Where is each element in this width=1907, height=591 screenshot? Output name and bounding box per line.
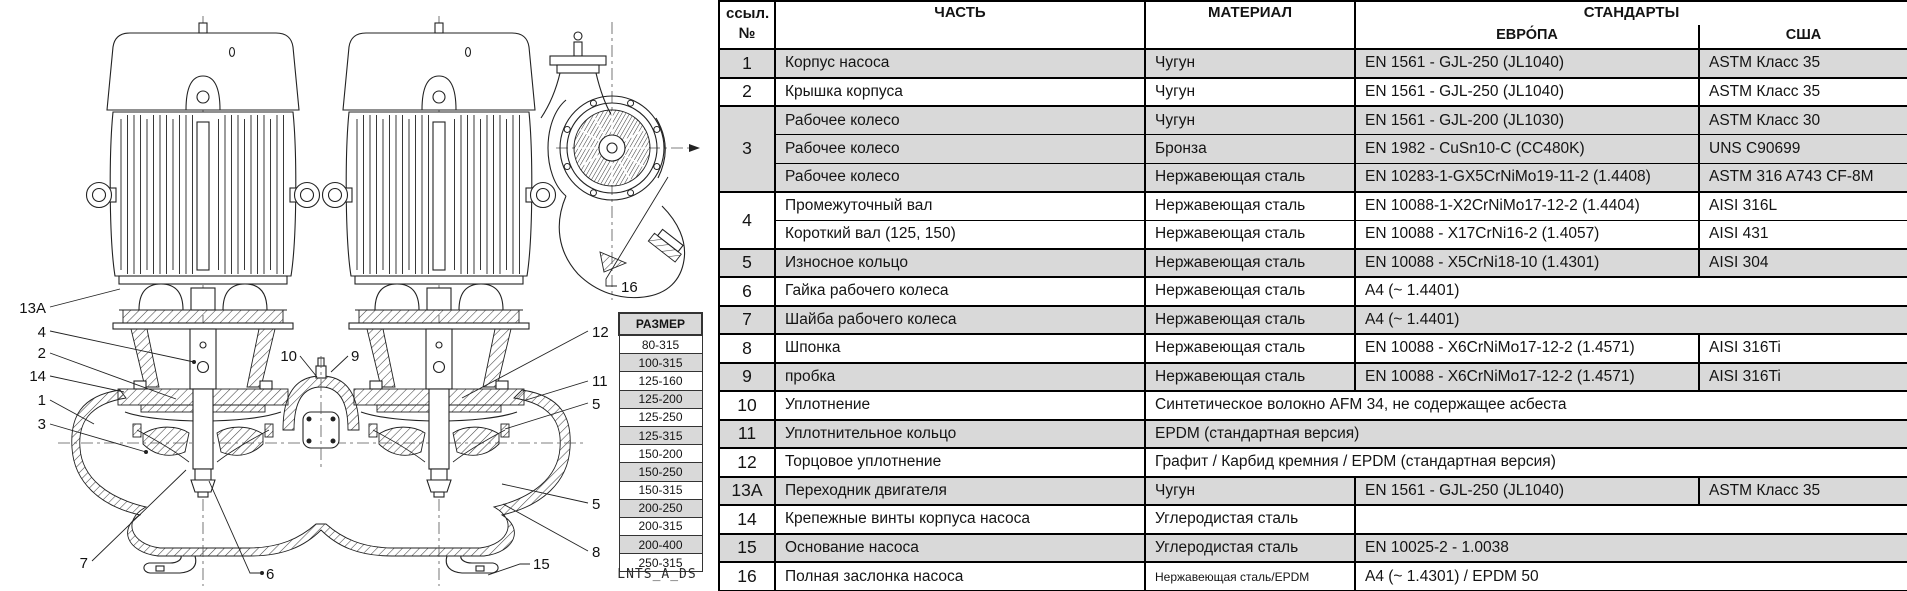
callout-label: 10 xyxy=(280,348,297,365)
table-row xyxy=(719,249,1907,278)
size-row xyxy=(619,335,702,354)
ref-cell: 14 xyxy=(719,505,775,534)
pump-cross-section-drawing xyxy=(0,0,718,590)
europe-standard-cell: A4 (~ 1.4401) xyxy=(1355,306,1907,335)
table-row xyxy=(719,448,1907,477)
table-row xyxy=(719,562,1907,591)
part-cell: Износное кольцо xyxy=(775,249,1145,278)
callout-label: 4 xyxy=(37,324,46,341)
material-cell: Чугун xyxy=(1145,477,1355,506)
col-header-standards: СТАНДАРТЫ xyxy=(1355,1,1907,25)
usa-standard-cell: AISI 431 xyxy=(1699,220,1907,249)
ref-cell: 16 xyxy=(719,562,775,591)
europe-standard-cell: EN 10088-1-X2CrNiMo17-12-2 (1.4404) xyxy=(1355,192,1699,221)
material-cell: Нержавеющая сталь xyxy=(1145,192,1355,221)
callout-label: 6 xyxy=(266,566,275,583)
table-row xyxy=(719,534,1907,563)
ref-cell: 2 xyxy=(719,78,775,107)
callout-dot xyxy=(260,571,264,575)
table-row xyxy=(719,78,1907,107)
callout-leader-line xyxy=(50,331,194,362)
callout-leader-line xyxy=(503,504,588,551)
callout-label: 5 xyxy=(592,496,601,513)
size-value: 150-315 xyxy=(619,481,702,499)
col-header-material: МАТЕРИАЛ xyxy=(1145,1,1355,49)
part-cell: Уплотнение xyxy=(775,391,1145,420)
callout-dot xyxy=(192,360,196,364)
material-cell: Нержавеющая сталь xyxy=(1145,163,1355,192)
table-row xyxy=(719,49,1907,78)
size-row xyxy=(619,426,702,444)
callout-leader-line xyxy=(462,331,588,398)
part-cell: Полная заслонка насоса xyxy=(775,562,1145,591)
pump-feet xyxy=(144,556,498,573)
size-value: 125-250 xyxy=(619,408,702,426)
col-header-ref xyxy=(719,1,775,49)
part-cell: Гайка рабочего колеса xyxy=(775,277,1145,306)
ref-cell: 6 xyxy=(719,277,775,306)
ref-cell: 13A xyxy=(719,477,775,506)
callout-dot xyxy=(144,450,148,454)
ref-cell: 11 xyxy=(719,420,775,449)
size-value: 200-250 xyxy=(619,499,702,517)
size-value: 100-315 xyxy=(619,354,702,372)
usa-standard-cell: AISI 316Ti xyxy=(1699,334,1907,363)
size-table-header xyxy=(619,313,702,335)
size-row xyxy=(619,499,702,517)
usa-standard-cell: ASTM Класс 35 xyxy=(1699,477,1907,506)
parts-table xyxy=(718,0,1907,591)
size-row xyxy=(619,354,702,372)
table-row xyxy=(719,277,1907,306)
material-cell: Чугун xyxy=(1145,78,1355,107)
col-header-ref-line2: № xyxy=(738,25,756,42)
ref-cell: 15 xyxy=(719,534,775,563)
material-cell: Нержавеющая сталь xyxy=(1145,334,1355,363)
part-cell: Рабочее колесо xyxy=(775,135,1145,164)
material-cell: Углеродистая сталь xyxy=(1145,534,1355,563)
material-cell: Чугун xyxy=(1145,49,1355,78)
ref-cell: 1 xyxy=(719,49,775,78)
material-cell: Чугун xyxy=(1145,106,1355,135)
table-row xyxy=(719,106,1907,135)
europe-standard-cell: EN 10088 - X17CrNi16-2 (1.4057) xyxy=(1355,220,1699,249)
ref-cell: 12 xyxy=(719,448,775,477)
col-header-part: ЧАСТЬ xyxy=(775,1,1145,49)
part-cell: Корпус насоса xyxy=(775,49,1145,78)
material-cell: Углеродистая сталь xyxy=(1145,505,1355,534)
usa-standard-cell: ASTM 316 A743 CF-8M xyxy=(1699,163,1907,192)
callout-label: 13A xyxy=(19,300,46,317)
callout-label: 7 xyxy=(79,555,88,572)
table-row xyxy=(719,163,1907,192)
material-cell: Нержавеющая сталь xyxy=(1145,277,1355,306)
callout-label: 9 xyxy=(351,348,360,365)
size-value: 150-200 xyxy=(619,445,702,463)
europe-standard-cell: EN 10088 - X5CrNi18-10 (1.4301) xyxy=(1355,249,1699,278)
material-standard-cell: Графит / Карбид кремния / EPDM (стандартная версия) xyxy=(1145,448,1907,477)
material-cell: Бронза xyxy=(1145,135,1355,164)
size-row xyxy=(619,463,702,481)
europe-standard-cell: EN 1561 - GJL-250 (JL1040) xyxy=(1355,477,1699,506)
size-row xyxy=(619,408,702,426)
material-cell: Нержавеющая сталь xyxy=(1145,363,1355,392)
europe-standard-cell: EN 10025-2 - 1.0038 xyxy=(1355,534,1907,563)
size-value: 125-200 xyxy=(619,390,702,408)
col-header-usa: США xyxy=(1699,25,1907,49)
center-dome xyxy=(283,356,359,470)
size-table xyxy=(618,312,703,572)
size-row xyxy=(619,445,702,463)
size-row xyxy=(619,372,702,390)
ref-cell: 4 xyxy=(719,192,775,249)
europe-standard-cell: EN 1561 - GJL-200 (JL1030) xyxy=(1355,106,1699,135)
callout-label: 1 xyxy=(37,392,46,409)
europe-standard-cell: A4 (~ 1.4301) / EPDM 50 xyxy=(1355,562,1907,591)
size-row xyxy=(619,517,702,535)
callout-leader-line xyxy=(50,424,146,452)
usa-standard-cell: ASTM Класс 30 xyxy=(1699,106,1907,135)
size-value: 150-250 xyxy=(619,463,702,481)
usa-standard-cell: AISI 316L xyxy=(1699,192,1907,221)
ref-cell: 10 xyxy=(719,391,775,420)
usa-standard-cell: AISI 304 xyxy=(1699,249,1907,278)
ref-cell: 5 xyxy=(719,249,775,278)
usa-standard-cell: UNS C90699 xyxy=(1699,135,1907,164)
material-cell: Нержавеющая сталь xyxy=(1145,249,1355,278)
col-header-ref-line1: ссыл. xyxy=(726,5,770,22)
table-row xyxy=(719,477,1907,506)
table-row xyxy=(719,420,1907,449)
part-cell: Переходник двигателя xyxy=(775,477,1145,506)
usa-standard-cell: ASTM Класс 35 xyxy=(1699,49,1907,78)
europe-standard-cell xyxy=(1355,505,1907,534)
size-value: 80-315 xyxy=(619,335,702,354)
part-cell: Промежуточный вал xyxy=(775,192,1145,221)
size-row xyxy=(619,390,702,408)
part-cell: Рабочее колесо xyxy=(775,163,1145,192)
callout-label: 16 xyxy=(621,279,638,296)
side-view xyxy=(541,22,700,300)
material-cell: Нержавеющая сталь xyxy=(1145,306,1355,335)
callout-label: 11 xyxy=(592,373,608,390)
usa-standard-cell: AISI 316Ti xyxy=(1699,363,1907,392)
table-row xyxy=(719,391,1907,420)
table-row xyxy=(719,334,1907,363)
callout-label: 2 xyxy=(37,345,46,362)
part-cell: Крепежные винты корпуса насоса xyxy=(775,505,1145,534)
europe-standard-cell: EN 1561 - GJL-250 (JL1040) xyxy=(1355,49,1699,78)
usa-standard-cell: ASTM Класс 35 xyxy=(1699,78,1907,107)
size-value: 200-315 xyxy=(619,517,702,535)
callout-label: 12 xyxy=(592,324,609,341)
size-table-title: РАЗМЕР xyxy=(619,313,702,335)
size-row xyxy=(619,536,702,554)
part-cell: Короткий вал (125, 150) xyxy=(775,220,1145,249)
ref-cell: 7 xyxy=(719,306,775,335)
europe-standard-cell: EN 1561 - GJL-250 (JL1040) xyxy=(1355,78,1699,107)
callout-leader-line xyxy=(209,481,262,573)
europe-standard-cell: A4 (~ 1.4401) xyxy=(1355,277,1907,306)
callout-label: 15 xyxy=(533,556,550,573)
callout-leader-line xyxy=(331,356,348,372)
europe-standard-cell: EN 10088 - X6CrNiMo17-12-2 (1.4571) xyxy=(1355,334,1699,363)
part-cell: Шпонка xyxy=(775,334,1145,363)
table-row xyxy=(719,505,1907,534)
material-cell: Нержавеющая сталь/EPDM xyxy=(1145,562,1355,591)
part-cell: Крышка корпуса xyxy=(775,78,1145,107)
size-value: 125-315 xyxy=(619,426,702,444)
callout-leader-line xyxy=(50,376,124,392)
callout-label: 3 xyxy=(37,416,46,433)
callout-leader-line xyxy=(300,356,317,377)
callout-label: 8 xyxy=(592,544,601,561)
ref-cell: 9 xyxy=(719,363,775,392)
part-cell: Уплотнительное кольцо xyxy=(775,420,1145,449)
part-cell: Торцовое уплотнение xyxy=(775,448,1145,477)
table-row xyxy=(719,135,1907,164)
table-row xyxy=(719,306,1907,335)
part-cell: пробка xyxy=(775,363,1145,392)
callout-leader-line xyxy=(526,381,588,400)
callout-leader-line xyxy=(50,289,120,307)
parts-table-body xyxy=(719,49,1907,591)
size-value: 250-315 xyxy=(619,554,702,572)
part-cell: Рабочее колесо xyxy=(775,106,1145,135)
europe-standard-cell: EN 10088 - X6CrNiMo17-12-2 (1.4571) xyxy=(1355,363,1699,392)
ref-cell: 3 xyxy=(719,106,775,192)
size-value: 200-400 xyxy=(619,536,702,554)
europe-standard-cell: EN 10283-1-GX5CrNiMo19-11-2 (1.4408) xyxy=(1355,163,1699,192)
table-row xyxy=(719,363,1907,392)
material-standard-cell: EPDM (стандартная версия) xyxy=(1145,420,1907,449)
col-header-europe: ЕВРО́ПА xyxy=(1355,25,1699,49)
table-row xyxy=(719,192,1907,221)
callout-label: 14 xyxy=(29,368,46,385)
material-cell: Нержавеющая сталь xyxy=(1145,220,1355,249)
parts-table-header xyxy=(719,1,1907,49)
table-row xyxy=(719,220,1907,249)
part-cell: Основание насоса xyxy=(775,534,1145,563)
size-value: 125-160 xyxy=(619,372,702,390)
europe-standard-cell: EN 1982 - CuSn10-C (CC480K) xyxy=(1355,135,1699,164)
ref-cell: 8 xyxy=(719,334,775,363)
part-cell: Шайба рабочего колеса xyxy=(775,306,1145,335)
callout-label: 5 xyxy=(592,396,601,413)
size-row xyxy=(619,481,702,499)
material-standard-cell: Синтетическое волокно AFM 34, не содержащее асбеста xyxy=(1145,391,1907,420)
drawing-code-label: LNTS_A_DS xyxy=(617,567,697,582)
